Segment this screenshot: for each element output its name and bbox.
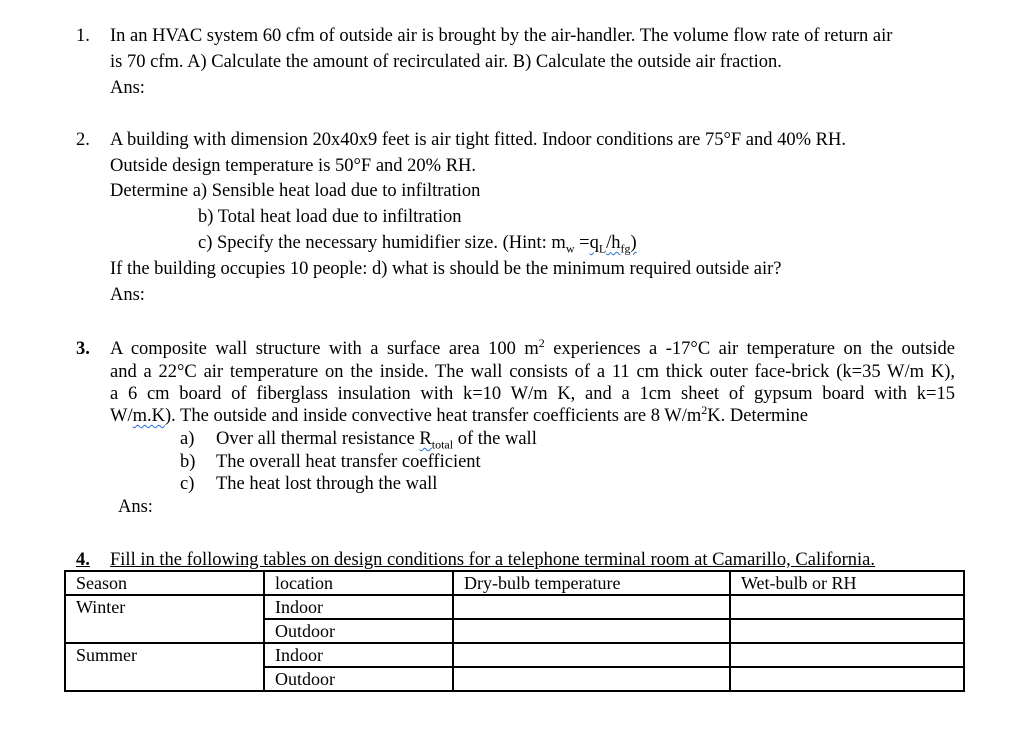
hint-h-subscript: fg — [620, 241, 631, 256]
hint-line — [198, 231, 637, 256]
superscript: 2 — [701, 402, 708, 417]
hint-equals: = — [574, 233, 590, 253]
hint-q: q — [589, 233, 599, 253]
column-header-dry-bulb: Dry-bulb temperature — [453, 571, 730, 595]
sub-item-text — [216, 427, 537, 452]
r-total — [419, 429, 454, 452]
dry-bulb-cell[interactable] — [453, 619, 730, 643]
hint-q-subscript: L — [598, 241, 607, 256]
question-text-line: In an HVAC system 60 cfm of outside air is brought by the air-handler. The volume flow rate of return air — [110, 26, 893, 46]
wet-bulb-cell[interactable] — [730, 643, 964, 667]
sub-item-text: The heat lost through the wall — [216, 474, 438, 494]
superscript: 2 — [538, 335, 545, 350]
column-header-wet-bulb: Wet-bulb or RH — [730, 571, 964, 595]
hint-subscript: w — [565, 241, 575, 256]
r-symbol: R — [419, 429, 432, 449]
location-cell: Indoor — [264, 595, 453, 619]
wet-bulb-cell[interactable] — [730, 595, 964, 619]
table-row — [65, 643, 964, 667]
hint-h: h — [611, 233, 621, 253]
location-cell: Outdoor — [264, 667, 453, 691]
question-text-line: b) Total heat load due to infiltration — [198, 207, 462, 227]
hint-close: ) — [630, 233, 637, 253]
text-fragment: K. Determine — [707, 406, 808, 426]
design-conditions-table — [64, 570, 965, 692]
answer-label: Ans: — [118, 497, 153, 517]
answer-label: Ans: — [110, 285, 145, 305]
answer-label: Ans: — [110, 78, 145, 98]
unit-mk: m.K — [132, 406, 165, 426]
location-cell: Indoor — [264, 643, 453, 667]
column-header-location: location — [264, 571, 453, 595]
question-title: Fill in the following tables on design conditions for a telephone terminal room at Camarillo, California. — [110, 550, 876, 570]
season-cell — [65, 667, 264, 691]
question-text-line — [110, 404, 808, 429]
text-fragment: experiences a -17°C air temperature on the outside — [544, 339, 955, 359]
dry-bulb-cell[interactable] — [453, 643, 730, 667]
season-cell: Summer — [65, 643, 264, 667]
hint-text: c) Specify the necessary humidifier size. (Hint: m — [198, 233, 566, 253]
text-fragment: ). The outside and inside convective heat transfer coefficients are 8 W/m — [164, 406, 702, 426]
sub-item-label: b) — [180, 452, 196, 472]
text-fragment: W/ — [110, 406, 133, 426]
wet-bulb-cell[interactable] — [730, 667, 964, 691]
question-number: 2. — [76, 130, 90, 150]
sub-item-label: c) — [180, 474, 195, 494]
question-text-line: and a 22°C air temperature on the inside. The wall consists of a 11 cm thick outer face-brick (k=35 W/m K), — [110, 362, 955, 382]
season-cell — [65, 619, 264, 643]
table-header-row — [65, 571, 964, 595]
question-text-line: A building with dimension 20x40x9 feet is air tight fitted. Indoor conditions are 75°F and 40% RH. — [110, 130, 847, 150]
question-number: 3. — [76, 339, 90, 359]
dry-bulb-cell[interactable] — [453, 667, 730, 691]
table-row — [65, 667, 964, 691]
sub-item-text: The overall heat transfer coefficient — [216, 452, 481, 472]
text-fragment: A composite wall structure with a surface area 100 m — [110, 339, 539, 359]
hint-slash: / — [606, 233, 612, 253]
season-cell: Winter — [65, 595, 264, 619]
question-text-line — [110, 337, 955, 362]
column-header-season: Season — [65, 571, 264, 595]
r-subscript: total — [431, 437, 454, 452]
text-fragment: of the wall — [453, 429, 537, 449]
question-text-line: Determine a) Sensible heat load due to infiltration — [110, 181, 481, 201]
text-fragment: Over all thermal resistance — [216, 429, 420, 449]
question-number: 4. — [76, 550, 90, 570]
table-row — [65, 619, 964, 643]
question-number: 1. — [76, 26, 90, 46]
question-text-line: a 6 cm board of fiberglass insulation with k=10 W/m K, and a 1cm sheet of gypsum board with k=15 — [110, 384, 955, 404]
question-text-line: is 70 cfm. A) Calculate the amount of recirculated air. B) Calculate the outside air fraction. — [110, 52, 782, 72]
location-cell: Outdoor — [264, 619, 453, 643]
dry-bulb-cell[interactable] — [453, 595, 730, 619]
question-text-line: If the building occupies 10 people: d) what is should be the minimum required outside air? — [110, 259, 782, 279]
table-row — [65, 595, 964, 619]
question-text-line: Outside design temperature is 50°F and 20% RH. — [110, 156, 477, 176]
wet-bulb-cell[interactable] — [730, 619, 964, 643]
hint-formula — [589, 233, 637, 256]
sub-item-label: a) — [180, 429, 195, 449]
